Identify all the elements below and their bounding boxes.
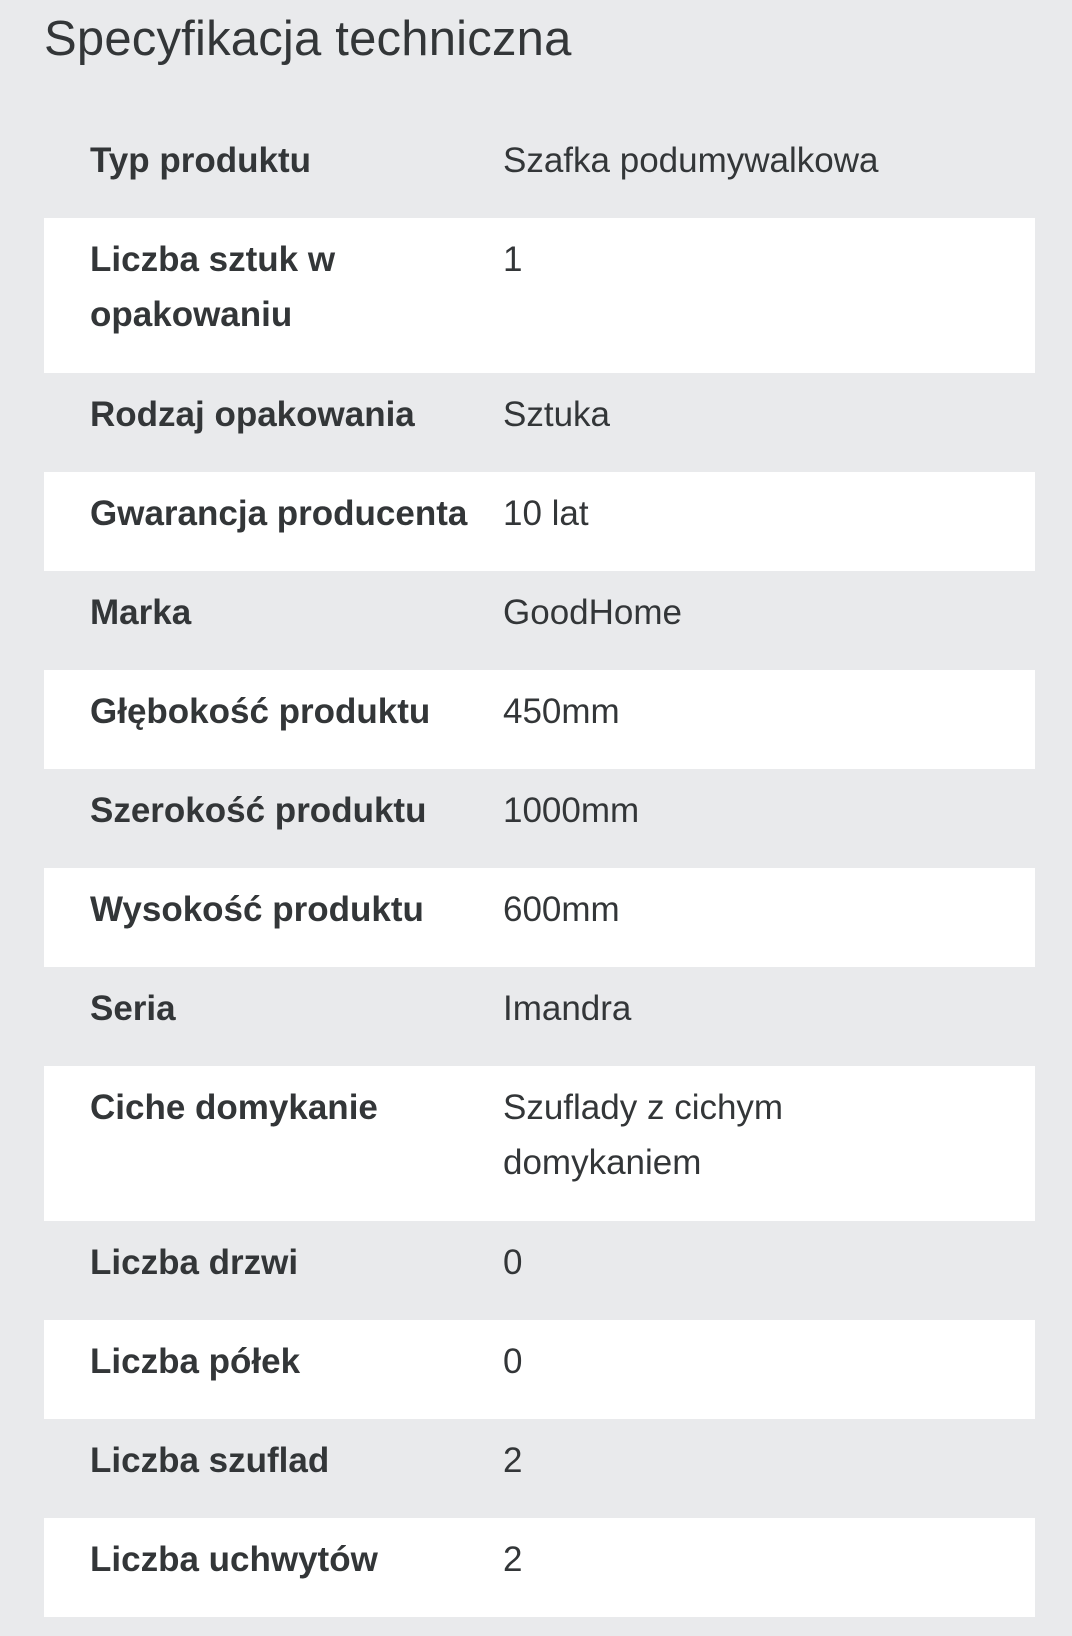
spec-label: Liczba półek [90,1342,301,1381]
spec-row-height [44,868,1035,967]
spec-row-width [44,769,1035,868]
spec-row-brand [44,571,1035,670]
spec-row-handles [44,1518,1035,1617]
spec-label: Liczba uchwytów [90,1540,378,1579]
spec-label: Marka [90,593,192,632]
spec-label: Seria [90,989,176,1028]
spec-label: Ciche domykanie [90,1088,378,1127]
spec-label: Rodzaj opakowania [90,395,415,434]
spec-value: 600mm [503,890,620,929]
spec-label: Gwarancja producenta [90,494,468,533]
spec-label: Liczba szuflad [90,1441,330,1480]
page-title: Specyfikacja techniczna [44,12,572,66]
spec-row-depth [44,670,1035,769]
spec-value: Szafka podumywalkowa [503,141,879,180]
spec-value: 10 lat [503,494,589,533]
spec-row-warranty [44,472,1035,571]
spec-row-series [44,967,1035,1066]
spec-value: 0 [503,1342,523,1381]
spec-row-doors [44,1221,1035,1320]
spec-value: 1 [503,240,523,279]
spec-row-drawers [44,1419,1035,1518]
spec-row-pieces-in-package [44,218,1035,373]
spec-row-shelves [44,1320,1035,1419]
spec-value: Szuflady z cichym domykaniem [503,1088,784,1182]
spec-value: 2 [503,1540,523,1579]
spec-row-soft-close [44,1066,1035,1221]
spec-value: Sztuka [503,395,610,434]
spec-row-package-type [44,373,1035,472]
spec-label: Wysokość produktu [90,890,424,929]
spec-label: Liczba sztuk w opakowaniu [90,240,336,334]
spec-label: Głębokość produktu [90,692,431,731]
spec-value: Imandra [503,989,632,1028]
spec-row-product-type [44,119,1035,218]
spec-value: GoodHome [503,593,682,632]
spec-value: 0 [503,1243,523,1282]
spec-value: 450mm [503,692,620,731]
spec-label: Szerokość produktu [90,791,427,830]
spec-label: Liczba drzwi [90,1243,299,1282]
spec-label: Typ produktu [90,141,311,180]
spec-table [44,119,1035,1617]
spec-value: 1000mm [503,791,640,830]
spec-value: 2 [503,1441,523,1480]
